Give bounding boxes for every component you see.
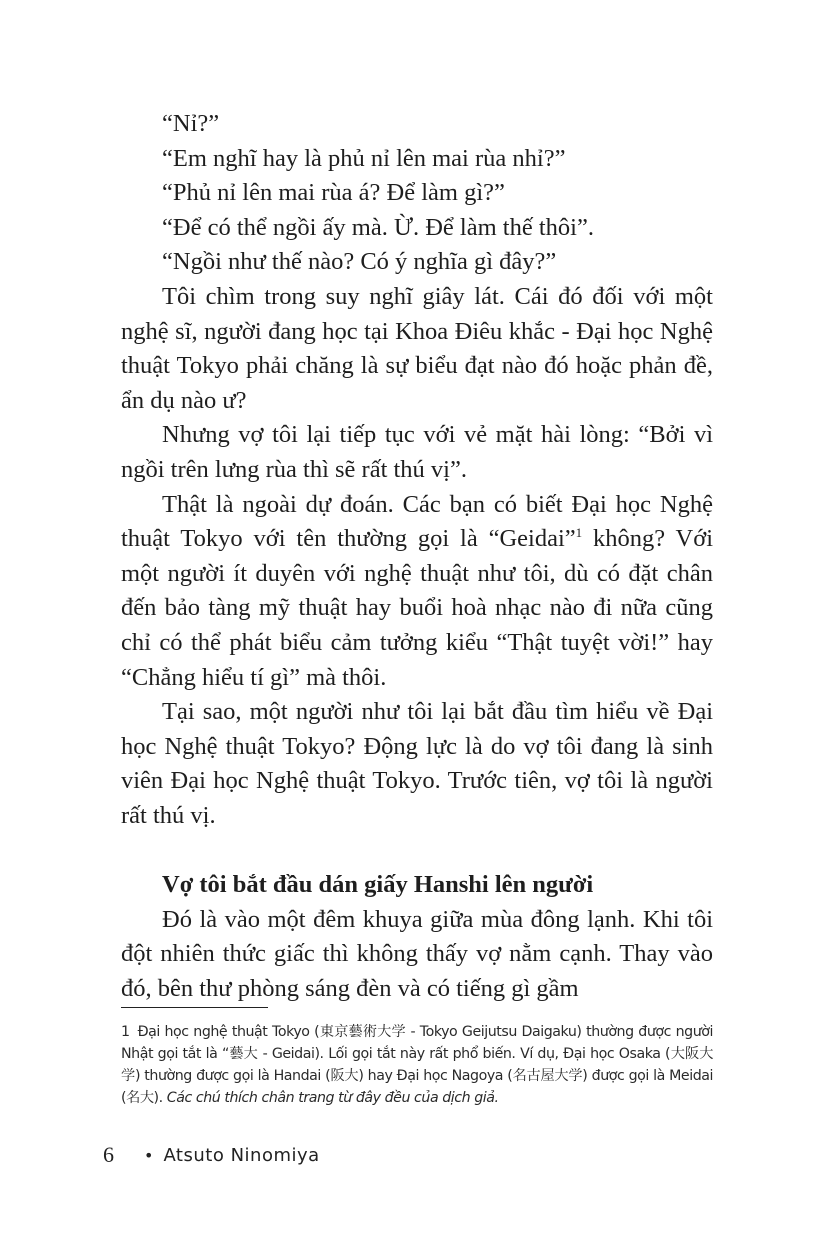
paragraph: Tại sao, một người như tôi lại bắt đầu tìm hiểu về Đại học Nghệ thuật Tokyo? Động lực là do vợ tôi đang là sinh viên Đại học Nghệ thuật Tokyo. Trước tiên, vợ tôi là người rất thú vị. <box>121 698 713 829</box>
page-footer <box>103 1142 320 1168</box>
paragraph: Đó là vào một đêm khuya giữa mùa đông lạnh. Khi tôi đột nhiên thức giấc thì không thấy vợ nằm cạnh. Thay vào đó, bên thư phòng sáng đèn và có tiếng gì gầm <box>121 905 713 1002</box>
bullet-separator: • <box>144 1145 154 1165</box>
paragraph-text: không? Với một người ít duyên với nghệ thuật như tôi, dù có đặt chân đến bảo tàng mỹ thuật hay buổi hoà nhạc nào đi nữa cũng chỉ có thể phát biểu cảm tưởng kiểu “Thật tuyệt vời!” hay “Chẳng hiểu tí gì” mà thôi. <box>121 525 714 691</box>
author-name: Atsuto Ninomiya <box>163 1144 320 1166</box>
footnote-number: 1 <box>121 1024 130 1040</box>
dialog-line: “Em nghĩ hay là phủ nỉ lên mai rùa nhỉ?” <box>162 144 566 172</box>
paragraph-text: Thật là ngoài dự đoán. Các bạn có biết Đại học Nghệ thuật Tokyo với tên thường gọi là “Geidai” <box>121 490 713 553</box>
footnote <box>121 1021 713 1109</box>
paragraph-with-footnote <box>121 488 713 696</box>
dialog-line: “Phủ nỉ lên mai rùa á? Để làm gì?” <box>162 179 505 207</box>
dialog-line: “Ngồi như thế nào? Có ý nghĩa gì đây?” <box>162 248 557 276</box>
footnote-italic-note: Các chú thích chân trang từ đây đều của dịch giả. <box>166 1090 499 1106</box>
section-heading: Vợ tôi bắt đầu dán giấy Hanshi lên người <box>162 871 594 899</box>
footnote-text: Đại học nghệ thuật Tokyo (東京藝術大学 - Tokyo Geijutsu Daigaku) thường được người Nhật gọi tắt là “藝大 - Geidai). Lối gọi tắt này rất phổ biến. Ví dụ, Đại học Osaka (大阪大学) thường được gọi là Handai (阪大) hay Đại học Nagoya (名古屋大学) được gọi là Meidai (名大). <box>121 1024 713 1106</box>
dialog-line: “Nỉ?” <box>162 110 220 137</box>
dialog-line: “Để có thể ngồi ấy mà. Ừ. Để làm thế thôi”. <box>162 213 594 241</box>
page-body <box>121 107 713 1006</box>
footnote-divider <box>121 1007 268 1008</box>
page-number: 6 <box>103 1142 114 1167</box>
paragraph: Nhưng vợ tôi lại tiếp tục với vẻ mặt hài lòng: “Bởi vì ngồi trên lưng rùa thì sẽ rất thú vị”. <box>121 421 713 483</box>
paragraph: Tôi chìm trong suy nghĩ giây lát. Cái đó đối với một nghệ sĩ, người đang học tại Khoa Điêu khắc - Đại học Nghệ thuật Tokyo phải chăng là sự biểu đạt nào đó hoặc phản đề, ẩn dụ nào ư? <box>121 282 713 414</box>
footnote-reference[interactable]: 1 <box>575 525 583 541</box>
